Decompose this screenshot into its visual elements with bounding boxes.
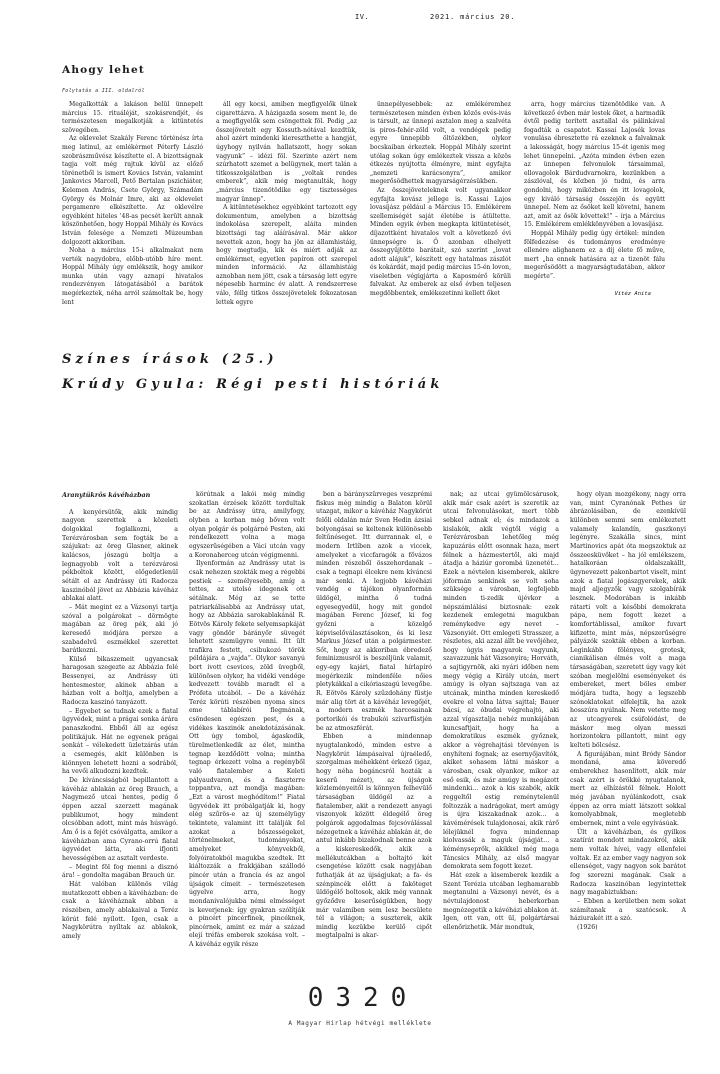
paragraph: ünnepélyesebbek: az emlékéremhez természetesen minden évben közös evés-ivás is társult, az ünnepi asztalon meg a szalvéta is piros-fehér-zöld volt, a vendégek pedig egyre ünnepibb öltözékben, olykor bocskaiban érkeztek. Hoppál Mihály szerint utólag sokan úgy emlékeztek vissza a közös étkezés nyújtotta élményre, mint egyfajta „nemzeti karácsonyra”, amikor megerősödhettek magyarságérzésükben. (370, 101, 511, 186)
article-column (370, 101, 511, 307)
author-signature: Vitéz Anita (614, 291, 651, 298)
paragraph: Ült a kávéházban, és gyilkos szatírát mondott mindazokról, akik nem voltak hívei, vagy ellenfelei voltak. Ez az ember vagy nagyon sok ellenséget, vagy nagyon sok barátot fog szerezni magának. Csak a Radocza kaszinóban legyintettek nagy magabiztukban: (570, 828, 686, 897)
article-column (62, 491, 178, 950)
paragraph: Az oklevelet Szakály Ferenc történész írta meg latinul, az emlékérmet Péterfy László szobrászművész készítette el. A bizottságnak tagja volt még rajtuk kívül az előző törénetből is ismert Kovács István, valamint Jankovics Marcell, Pető Bertalan pszichiáter, Kelemen András, Csete György, Számadám György és Molnár Imre, aki az oklevelet pergamenre elkészítette. Az oklevélre egyébként hiteles '48-as pecsét került annak köszönhetően, hogy Hoppál Mihály és Kovács István felesége a Nemzeti Múzeumban dolgozott akkoriban. (62, 135, 203, 246)
paragraph: Hát ezek a kisemberek kezdik a Szent Terézia utcában leghamarabb megtanulni a Vázsonyi nevét, és a névtulajdonost heberkorban megnézegetik a kávéházi ablakon át. Igen, ott van, ott ül, polgártársai ellenőrizhetik. Már mondtuk, (443, 871, 559, 931)
paragraph: Az összejöveteleknek volt ugyanakkor egyfajta kovász jellege is. Kassai Lajos lovasíjász például a Március 15. Emlékérem szellemiségét saját életébe is átültette. Minden egyik évben megkapta kitüntetését, díjazottként hivatalos volt a következő évi ünnepségre is. Ő azonban elhelyett összegyűjtötte barátait, szó szerint „lovat adott alájuk”, készített egy hatalmas zászlót és kokárdát, majd pedig március 15-én lovon, viseletben végigjárta a Kaposmérő körüli falvakat. Az emberek az első évben teljesen megdöbbentek, emlékezetinni kellett őket (370, 186, 512, 298)
paragraph: A figurájában, mint Bródy Sándor mondaná, ama köveredő emberekhez hasonlított, akik már csak azért is örökké nyugtalanok, mert az elhízástól félnek. Holott még javában nyúlánkodott, csak éppen az orra miatt látszott sokkal komolyabbnak, megletebb embernek, mint a vele egyívásúak. (570, 750, 686, 827)
paragraph: Ilyenformán az Andrássy utat is csak nehezen szokták meg a régebbi pestiek – személyesebb, amíg a tettes, az utolsó idegenek ott sétálnak. Még az se tette patriarkálisabbá az Andrássy utat, hogy az Abbázia sarokablakánál R. Eötvös Károly fekete selyemsapkáját vagy göndör bárányőr süvegét lehetett szemügyre venni. Itt ült trafikra festett, csibukozó török példájára a „vajda”. Olykor savanyú bort ivott csevices, zöld üvegből, különösen olykor, ha vidéki vendége kedvezett tovább maradt el a Prófeta utcából. – De a kávéház Teréz körúti részében nyoma sincs eme táblabírói flegmának, csöndesen egészen pest, és a vidékes kaszinók anekdotázásának. Ott úgy tombol, ágaskodik, türelmetlenkedik az élet, mintha tegnap kezdődött volna; mintha tegnap érkezett volna a regényből való fiatalember a Keleti pályaudvaron, és a fiaszterre toppantva, azt mondja magában: „Ezt a várost meghódítom!” Fiatal ügyvédek itt próbálgatják ki, hogy elég szűrös-e az új személyügy tekintete, valamint itt találják fel azokat a bőszességeket, történelmeket, tudományokat, amelyeket könyvekből, folyóiratokból magukba szedtek. Itt kiáltozzák a frakkjában szállodó pincér után a francia és az angol újságok címeit – természetesen úgyelve arra, hogy mondanivalójukba némi elmésséget is keverjenek: így gyakran szólítják a pincért pincérfinek, pincéknek, pincérnek, amint ez már a század elejí tréfás emberek szokása volt. – A kávéház egyik része (189, 560, 305, 949)
article1-body (62, 101, 668, 307)
paragraph: Noha a március 15-i alkalmakat nem verték nagydobra, előbb-utóbb híre ment. Hoppál Mihály úgy emlékszik, hogy amikor munka után vagy aznapi hivatalos rendezvényen látogatásából a barátok megérkeztek, néha arról számoltak be, hogy lent (62, 247, 203, 306)
article2-body (62, 491, 686, 950)
page-number: 0320 (307, 983, 419, 1013)
paragraph: körútnak a lakói még mindig szokatlan érzések között tordultak be az Andrássy útra, amilyfogy, olyben a korban még bőven volt olyan polgár és polgárné Pesten, aki rendelkezett volna a maga egyszerűségében a Váci utcán vagy a Koronaherceg utcán végigmenni. (189, 491, 305, 559)
article-title: Ahogy lehet (62, 64, 145, 76)
continuation-note: Folytatás a III. oldalról (62, 88, 145, 94)
article-column (443, 491, 559, 950)
paragraph: A kenyérsütők, akik mindig nagyon szerettek a közeleti dolgokkal foglalkozni, a Terézvárosban sem fogták be a szájukat: az öreg Glasner, akinek kalácsos, jószagú boltja a legnagyobb volt a terézvárosi pékboltok között, előgedetlenül sétált el az Andrássy úti Radocza kaszinóból jövet az Abbázia kávéház ablakai alatt. (62, 508, 178, 603)
supplement-label: A Magyar Hírlap hétvégi melléklete (288, 1020, 432, 1027)
paragraph: Hoppál Mihály pedig úgy értékel: minden fölfedezése és tudományos eredménye ellenére alighanem ez a díj élete fő műve, mert „ha ennek hatására az a tizenöt fálu megerősödött a magyarságtudatában, akkor megérte”. (524, 229, 665, 280)
paragraph: – Ebben a kerületben nem sokat számítanak a szatócsok. A háziurakét itt a szó. (570, 897, 686, 923)
paragraph: Hát valóban különös világ mutatkozott ebben a kávéházban: de csak a kávéháznak abban a részében, amely ablakaival a Teréz körút felé nyílott. Igen, csak a Nagykörútra nyíltak az ablakok, amely (62, 880, 178, 940)
series-title: Színes írások (25.) (62, 352, 278, 367)
article-column (216, 101, 357, 307)
subheading: Aranytükrös kávéházban (62, 491, 151, 499)
issue-number: IV. (355, 13, 370, 21)
article-column (524, 101, 665, 307)
article-column (316, 491, 432, 950)
paragraph: – Mát megint ez a Vázsonyi tartja szóval a polgárokat – dörmögte magában az öreg pék, aki jó keresedő módjára persze a szabadelvű eszmékkel szerettet barátkozni. (62, 603, 178, 655)
story-title: Krúdy Gyula: Régi pesti históriák (62, 377, 444, 392)
paragraph: Ebben a mindennap nyugtalankodó, minden estve a Nagykörút lámpásaival újraéledő, szorgalmas méhekként érkező (igaz, hogy néha bogáncsról hozták a keserű mézet), az újságok közleményeitől is könnyen felhevülő társaságban üldögél az a fiatalember, akit a rendezett anyagi viszonyok között éldegélő öreg polgárok aggodalmas fejcsóválással nézegetnek a kávéház ablakán át, de antul inkább bizakodnak benne azok a kiskereskedők, akik a mellékutcákban a boltajtó két csengetése között csak nagyjában futhatják át az újságjukat; a fa- és szénpincék előtt a faköteget üldögélő boltosok, akik még vannak győződve keserűségükben, hogy már valamiben sem lesz becsülete tél a világon; a suszterek, akik mindig kezükbe kerülő cipőt megtalpalni is akar- (316, 733, 432, 940)
publication-year: (1926) (577, 923, 598, 931)
paragraph: arra, hogy március tizenötödike van. A következő évben már lestek őket, a harmadik évtől pedig terített asztallal és pálinkával fogadták a csapatot. Kassai Lajosék lovas vonulása ébresztette rá ezeknek a falvaknak a lakosságát, hogy március 15-ét igenis meg lehet ünnepelni. „Azóta minden évben ezen az ünnepen felvonulok társaimmal, ellovagolok Bárdudvarnokra, kezünkben a zászlóval, és közben jó tudni, és arra gondolni, hogy miközben én itt lovagolok, egy kiváló társaság összejön és együtt ünnepel. Nem az ősöket kell követni, hanem azt, amit az ősök követtek!” – írja a Március 15. Emlékérem emlékkönyvében a lovasíjász. (524, 101, 665, 229)
article-column (189, 491, 305, 950)
article-column (570, 491, 686, 950)
article-column (62, 101, 203, 307)
paragraph: – Egyebet se tudnak ezek a fiatal ügyvédek, mint a prágai sonka árára panaszkodni. Ebből áll az egész politikájuk. Hát ne egyenek prágai sonkát – vélekedett üzletzárás után a csemegés, akit különben is kiönnyen lehetett hozni a sodrából, ha vevői alkudozni kezdtek. (62, 707, 178, 776)
paragraph: A kitüntetésekhez egyébként tartozott egy dokumentum, amelyben a bizottság indokolása szerepelt, aláíta minden bizottsági tag aláírásával. Már akkor nevettek azon, hogy ha jön az államhistáig, hogy megtudja, kik és miért adják az emlékérmet, egyetlen papíron ott szerepel minden információ. Az államhistáig aznobban nem jött, csak a társaság lett egyre népesebb harminc év alatt. A rendszerrese válo, féllg titkos összejövetelek fokozatosan lettek egyre (216, 204, 357, 306)
issue-date: 2021. március 20. (430, 13, 516, 21)
paragraph: hogy olyan mozgékony, nagy orra van, mint Cyranónak Pethes úr ábrázolásában, de ezenkívül különben semmi sem emlékeztett valamely kalandín, gaszkonyi legényre. Szakálla sincs, mint Martinovics apát óta megszoktuk az összeesküvőket – ha jól emlékszem, hatalkoráan oldalszakállt, ügynevezett pakonbartot viselt, mint azok a fiatal jogászgyerekek, akik majd aljegyzők vagy szolgabírák lesznek. Modorában is inkább rátarti volt a későbbi demokrata pápa, nem fogott kezet a komfortáblissal, amikor fuvart kifizette, mint más, népszerűségre pályázók szokták ebben a korban. Leginkább fölényes, grotesk, cianikálisan élmés volt a maga társaságában, szeretett úgy vagy két szóban megjelölni eseményeket és embereket, mert böles ember módjára tudta, hogy a legszebb szónoklatokat elfelejtik, ha azok hosszúra nyúlnak. Nem vetette meg az utcagyerek csúfolódást, de máskor meg olyan messzi horizontokra pillantott, mint egy kelteti bölcsész. (570, 491, 686, 750)
paragraph: Megalkották a lakáson belül ünnepelt március 15. rituáléját, szokásrendjét, és természetesen megalkotják a kitüntetés szövegében. (62, 101, 203, 134)
paragraph: – Megint föl fog menni a disznó ára! – gondolta magában Brauch úr. (62, 863, 178, 880)
paragraph: De kíváncsiságból bepillantott a kávéház ablakán az öreg Brauch, a Nagymező utcai hentes, pedig ő éppen azzal szerzett magának publikumot, hogy mindent olcsóbban adott, mint más húsvágó. Ám ő is a fejét csóválgatta, amikor a kávéházban ama Cyrano-orrú fiatal úgyvédet látta, aki ifjonti hevességében az asztalt verdeste. (62, 777, 178, 862)
paragraph: Külső bikaszemeit ugyancsak haragosan szegezte az Abbázia felé Bessenyei, az Andrássy úti hentesmester, akinek abban a házban volt a boltja, amelyben a Radocza kaszinó tanyázott. (62, 655, 178, 707)
paragraph: nak; az utcai gyümölcsárusok, akik már csak azért is szeretik az utcai felvonulásokat, mert több sebkel adnak el; és mindazok a kislakók, akik végtől végig a Terézvárosban lehetőleg még kapuzárás előtt osonnak haza, mert félnek a házmestertől, aki majd átadja a háziúr gorombá üzenetét… Ezek a névtelen kisemberek, akikre jóformán senkinek se volt soha szüksége a városban, legfeljebb minden ti-zedik újévkor a népszámlálási biztosnak: ezek kezdenek emlegetni magukban reménykedve egy nevet – Vázsonyiét. Ott emlegeti Strasszer, a részletes, aki azzal állt be vevőjéhez, hogy úgyis magyarok vagyunk, szavazzunk hát Vázsonyira; Horváth, a sajtigyrnök, aki nyári időben nem megy végig a Király utcán, mert amúgy is olyan sajtszaga van az utcának, mintha minden kereskedő evekre el volna látva sajttal; Bauer bácsi, az óbudai végrehajtó, aki azzal vígasztalja nehéz munkájában kuncsaftjait, hogy ha a demokratikus eszmék győznek, akkor a végrehajtási törvényen is enyhíteni fognak; az esernyőjavítók, akiket sohasem látni máskor a városban, csak olyankor, mikor az eső esik, és már amúgy is megázott mindenki… azok a kis szabók, akik reggeltől estig reménytelenül foltozzák a nadrágokat, mert amúgy is újra kiszakadnak azok… a kávémérések tulajdonosai, akik rárő lélejüknél fogva mindennap kiolvassák a maguk újságját… a kéményseprők, akikkel még maga Táncsics Mihály, az első magyar demokrata sem fogott kezet. (443, 491, 559, 871)
paragraph: áll egy kocsi, amiben megfigyelők ülnek cigarettázva. A házigazda sosem ment le, de a megfigyelők sem csöngettek föl. Pedig „az összejövetelt egy Kossuth-nótával kezdtük, ahol azért mindenki kiereszthette a hangját, úgyhogy nyilván hallatszott, hogy sokan vagyunk” – idézi föl. Szerinte azért nem szúrhatott szemet a belügynek, mert talán a titkosszolgálatban is „voltak rendes emberek”, akik még megtanulták, hogy „március tizenötödike egy tisztességes magyar ünnep”. (216, 101, 357, 203)
paragraph: ben a bárányszürveges veszprémi fiskus még mindig a Balaton körül utazgat, mikor a kávéház Nagykörút felőli oldalán már Sven Hedin ázsiai bolyongásai se keltenek különösebb feltűnéseget. Itt durrannak el, e modern Irtlíben azok a viccek, amelyeket a viccfaragók a fővázos minden részeből összehordanak – csak a tegnapi élcekre nem kíváncsi már senki. A legjobb kávéházi vendég e tájékon olyanformán üldögél, mintha ő tudná egyesegyedül, hogy mit gondol magában Ferenc József, ki fog győzni a közelgő képviselőválasztásokon, és ki lesz Markus József után a polgármester. Sőt, hogy az akkoriban ébredező feminizmusról is beszéljünk valamit, egy-egy kajári, fiatal hírlapíró megérkezik mindenféle nőies pletykákkal a cikóriaszagú levegőbe. R. Eötvös Károly szűzdohány füstje már alig tört át a kávéház levegőjét, a modern eszmék harcosainak portorikói és trabukói szivarfüstjén be az atmoszférát. (316, 491, 432, 732)
